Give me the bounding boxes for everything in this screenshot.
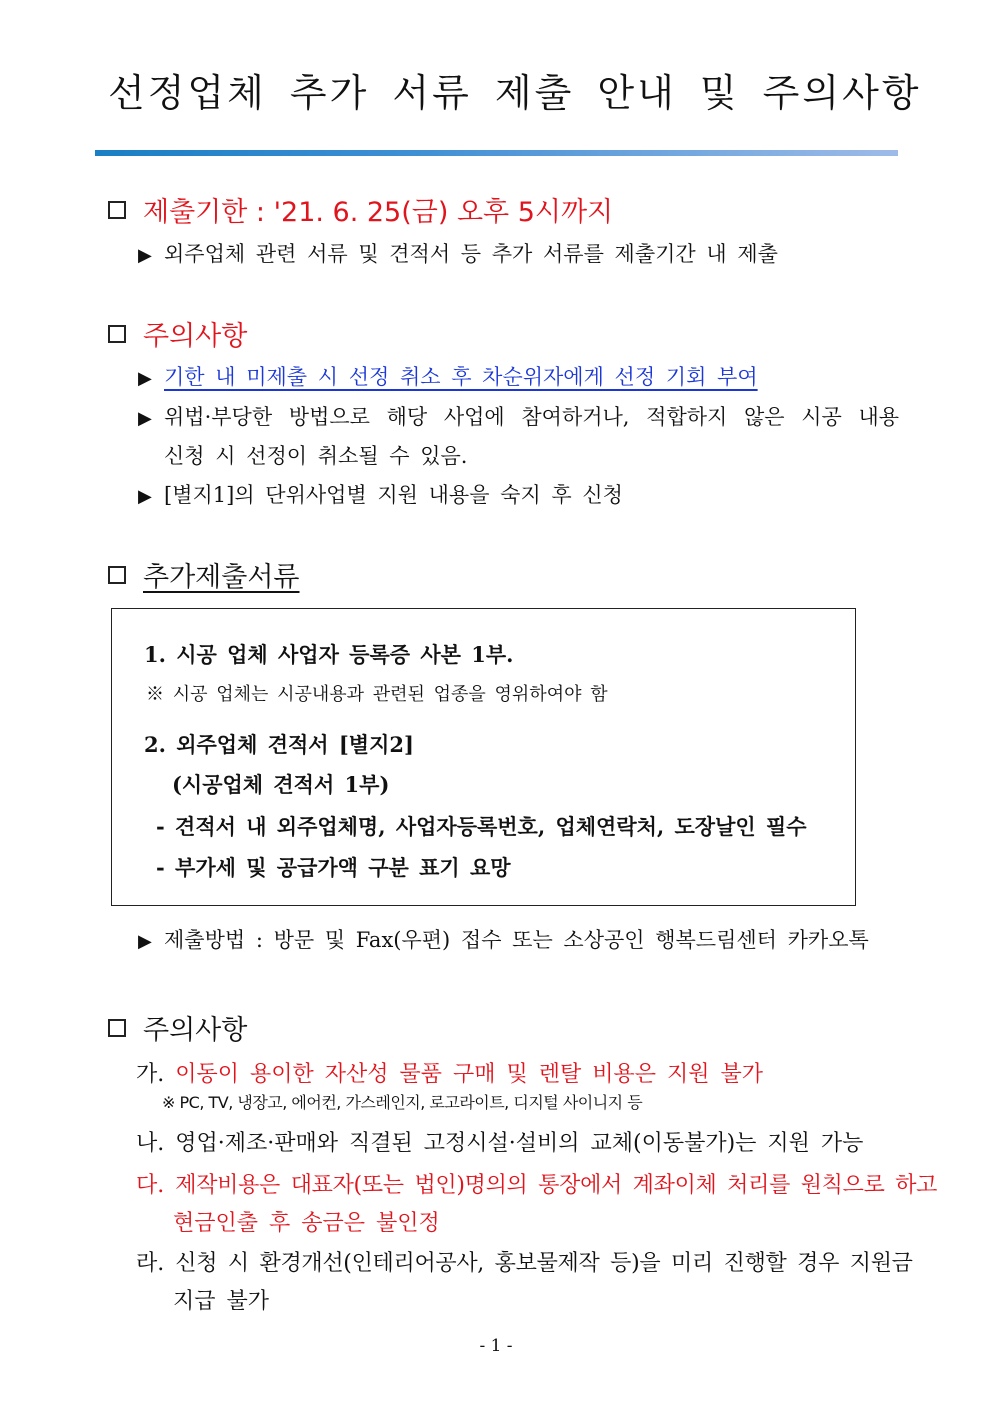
arrow-right-icon: ▶ bbox=[138, 486, 152, 507]
caution-item-1 bbox=[138, 361, 758, 391]
item-da-text-1: 제작비용은 대표자(또는 법인)명의의 통장에서 계좌이체 처리를 원칙으로 하고 bbox=[175, 1173, 938, 1198]
item-ga bbox=[136, 1057, 763, 1088]
arrow-right-icon: ▶ bbox=[138, 245, 152, 266]
checkbox-square-icon bbox=[108, 325, 126, 343]
item-na bbox=[136, 1126, 863, 1157]
item-ga-text: 이동이 용이한 자산성 물품 구매 및 렌탈 비용은 지원 불가 bbox=[175, 1062, 763, 1087]
caution-item-2 bbox=[138, 401, 899, 431]
submit-method-text: 제출방법 : 방문 및 Fax(우편) 접수 또는 소상공인 행복드림센터 카카오톡 bbox=[164, 928, 869, 952]
section-deadline-heading bbox=[108, 190, 613, 229]
page-number: - 1 - bbox=[479, 1336, 513, 1356]
arrow-right-icon: ▶ bbox=[138, 408, 152, 429]
deadline-item-text: 외주업체 관련 서류 및 견적서 등 추가 서류를 제출기간 내 제출 bbox=[164, 242, 778, 266]
checkbox-square-icon bbox=[108, 201, 126, 219]
item-ra bbox=[136, 1246, 913, 1277]
section-docs-heading bbox=[108, 555, 300, 594]
deadline-item bbox=[138, 238, 778, 268]
caution-item-3-text: [별지1]의 단위사업별 지원 내용을 숙지 후 신청 bbox=[164, 483, 623, 507]
deadline-text: 제출기한 : '21. 6. 25(금) 오후 5시까지 bbox=[143, 197, 614, 228]
caution-item-3 bbox=[138, 479, 623, 509]
item-ra-marker: 라. bbox=[136, 1251, 165, 1276]
docs-note-1: ※ 시공 업체는 시공내용과 관련된 업종을 영위하여야 함 bbox=[146, 684, 608, 705]
caution-link[interactable]: 기한 내 미제출 시 선정 취소 후 차순위자에게 선정 기회 부여 bbox=[164, 365, 758, 389]
item-da bbox=[136, 1168, 937, 1199]
docs-box bbox=[111, 608, 856, 906]
section-caution2-heading bbox=[108, 1008, 247, 1047]
docs-line-4: - 견적서 내 외주업체명, 사업자등록번호, 업체연락처, 도장날인 필수 bbox=[156, 814, 807, 839]
title-underline-bar bbox=[95, 150, 898, 156]
checkbox-square-icon bbox=[108, 1019, 126, 1037]
item-ra-text-2: 지급 불가 bbox=[173, 1289, 270, 1314]
caution-item-2-text: 위법·부당한 방법으로 해당 사업에 참여하거나, 적합하지 않은 시공 내용 bbox=[164, 405, 900, 429]
caution-heading-text: 주의사항 bbox=[143, 321, 248, 352]
page-title: 선정업체 추가 서류 제출 안내 및 주의사항 bbox=[108, 71, 922, 115]
docs-heading-text: 추가제출서류 bbox=[143, 562, 300, 593]
docs-line-2: 2. 외주업체 견적서 [별지2] bbox=[144, 732, 414, 757]
docs-line-1: 1. 시공 업체 사업자 등록증 사본 1부. bbox=[144, 642, 514, 667]
section-caution-heading bbox=[108, 314, 247, 353]
arrow-right-icon: ▶ bbox=[138, 931, 152, 952]
item-ga-note: ※ PC, TV, 냉장고, 에어컨, 가스레인지, 로고라이트, 디지털 사이니지 등 bbox=[162, 1093, 643, 1112]
submit-method bbox=[138, 924, 869, 954]
item-na-marker: 나. bbox=[136, 1131, 165, 1156]
caution-item-2-cont: 신청 시 선정이 취소될 수 있음. bbox=[164, 444, 468, 468]
docs-line-5: - 부가세 및 공급가액 구분 표기 요망 bbox=[156, 855, 511, 880]
arrow-right-icon: ▶ bbox=[138, 368, 152, 389]
item-ra-text-1: 신청 시 환경개선(인테리어공사, 홍보물제작 등)을 미리 진행할 경우 지원금 bbox=[175, 1251, 913, 1276]
checkbox-square-icon bbox=[108, 566, 126, 584]
item-da-text-2: 현금인출 후 송금은 불인정 bbox=[173, 1211, 440, 1236]
item-ga-marker: 가. bbox=[136, 1062, 165, 1087]
caution2-heading-text: 주의사항 bbox=[143, 1015, 248, 1046]
item-da-marker: 다. bbox=[136, 1173, 165, 1198]
item-na-text: 영업·제조·판매와 직결된 고정시설·설비의 교체(이동불가)는 지원 가능 bbox=[175, 1131, 864, 1156]
docs-line-3: (시공업체 견적서 1부) bbox=[172, 772, 390, 797]
